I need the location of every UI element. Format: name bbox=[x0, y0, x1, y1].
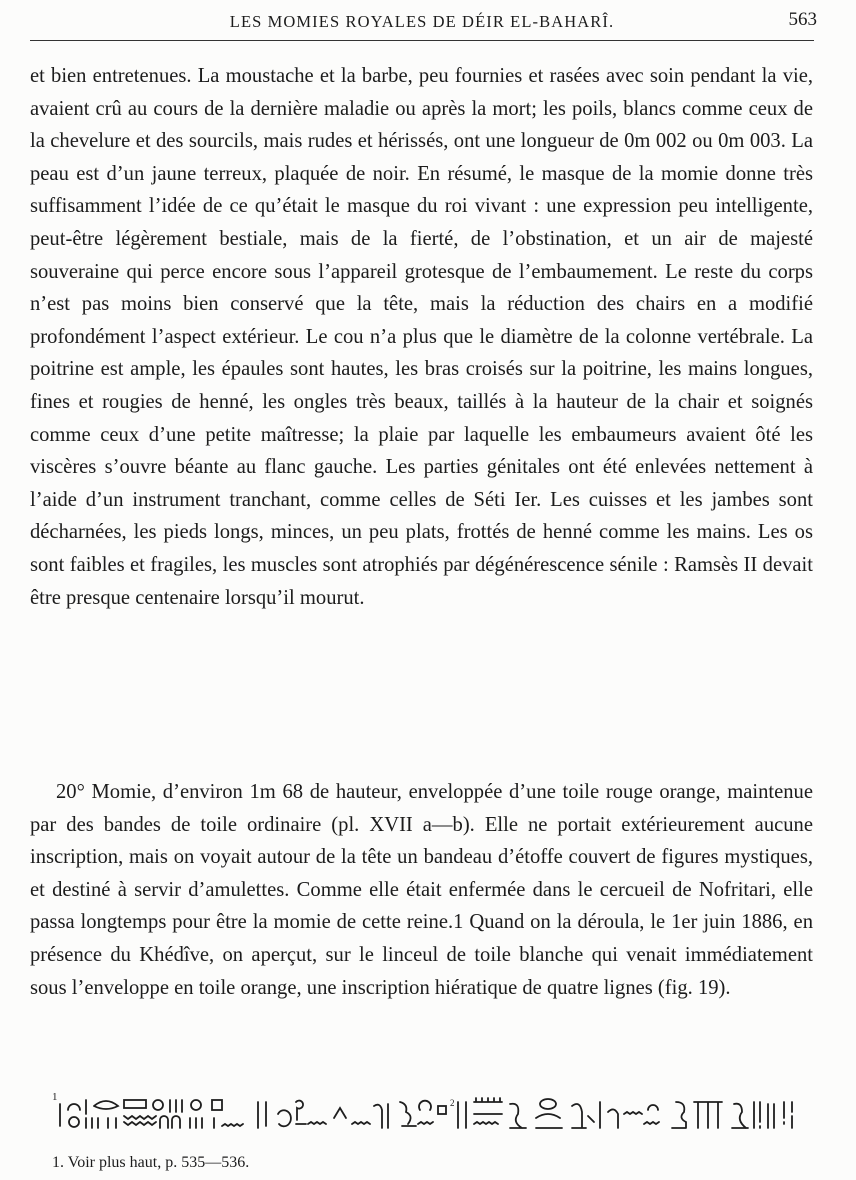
paragraph-text: 20° Momie, d’environ 1m 68 de hauteur, enveloppée d’une toile rouge orange, maintenue par des bandes de toile ordinaire (pl. XVII a—b). Elle ne portait extérieurement aucune inscription, mais on voyait autour de la tête un bandeau d’étoffe couvert de figures mystiques, et destiné à servir d’amulettes. Comme elle était enfermée dans le cercueil de Nofritari, elle passa longtemps pour être la momie de cette reine.1 Quand on la déroula, le 1er juin 1886, en présence du Khédîve, on aperçut, sur le linceul de toile blanche qui venait immédiatement sous l’enveloppe en toile orange, une inscription hiératique de quatre lignes (fig. 19). bbox=[30, 781, 813, 999]
body-paragraph-2 bbox=[30, 776, 813, 1004]
page-header bbox=[30, 4, 817, 36]
hieroglyphic-inscription bbox=[52, 1088, 820, 1138]
svg-text:2: 2 bbox=[450, 1098, 455, 1108]
footnote: 1. Voir plus haut, p. 535—536. bbox=[52, 1154, 250, 1171]
header-rule bbox=[30, 40, 814, 41]
running-title: LES MOMIES ROYALES DE DÉIR EL-BAHARÎ. bbox=[229, 12, 615, 31]
hieroglyph-line-number: 1 bbox=[52, 1091, 58, 1103]
body-paragraph-1 bbox=[30, 60, 813, 614]
paragraph-text: et bien entretenues. La moustache et la barbe, peu fournies et rasées avec soin pendant la vie, avaient crû au cours de la dernière maladie ou après la mort; les poils, blancs comme ceux de la chevelure et des sourcils, mais rudes et hérissés, ont une longueur de 0m 002 ou 0m 003. La peau est d’un jaune terreux, plaquée de noir. En résumé, le masque de la momie donne très suffisamment l’idée de ce qu’était le masque du roi vivant : une expression peu intelligente, peut-être légèrement bestiale, mais de la fierté, de l’obstination, et un air de majesté souveraine qui perce encore sous l’appareil grotesque de l’embaumement. Le reste du corps n’est pas moins bien conservé que la tête, mais la réduction des chairs en a modifié profondément l’aspect extérieur. Le cou n’a plus que le diamètre de la colonne vertébrale. La poitrine est ample, les épaules sont hautes, les bras croisés sur la poitrine, les mains longues, fines et rougies de henné, les ongles très beaux, taillés à la hauteur de la chair et soignés comme ceux d’une petite maîtresse; la plaie par laquelle les embaumeurs avaient ôté les viscères s’ouvre béante au flanc gauche. Les parties génitales ont été enlevées nettement à l’aide d’un instrument tranchant, comme celles de Séti Ier. Les cuisses et les jambes sont décharnées, les pieds longs, minces, un peu plats, frottés de henné comme les mains. Les os sont faibles et fragiles, les muscles sont atrophiés par dégénérescence sénile : Ramsès II devait être presque centenaire lorsqu’il mourut. bbox=[30, 65, 813, 609]
page-number: 563 bbox=[788, 9, 817, 30]
hieroglyph-figure bbox=[52, 1088, 820, 1138]
